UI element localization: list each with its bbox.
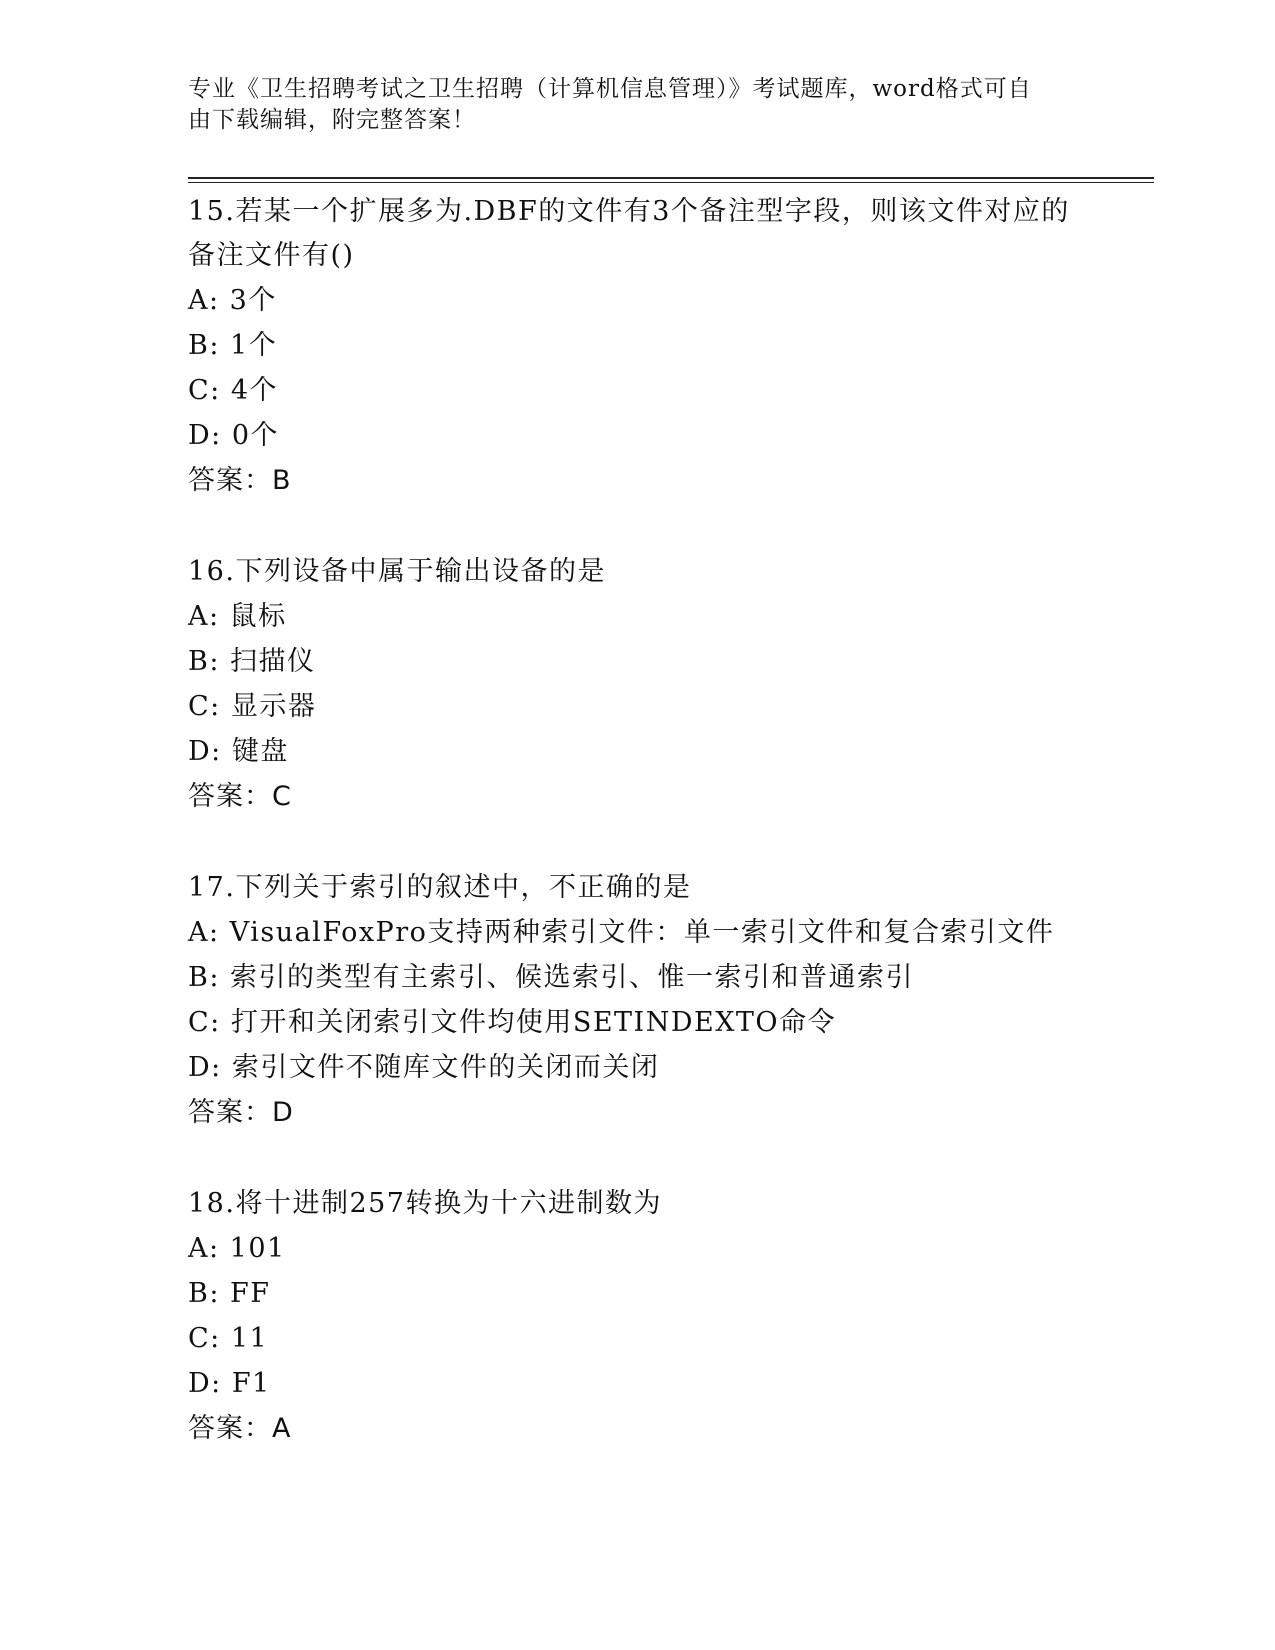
option-b: B: 1个 (188, 330, 278, 361)
header-line-1: 专业《卫生招聘考试之卫生招聘（计算机信息管理）》考试题库，word格式可自 (188, 76, 1032, 102)
question-17 (188, 866, 1128, 1135)
question-15 (188, 190, 1128, 503)
question-stem: 16.下列设备中属于输出设备的是 (188, 556, 606, 587)
question-stem: 18.将十进制257转换为十六进制数为 (188, 1188, 662, 1219)
question-18 (188, 1182, 1128, 1451)
option-c: C: 打开和关闭索引文件均使用SETINDEXTO命令 (188, 1007, 837, 1038)
option-b: B: 索引的类型有主索引、候选索引、惟一索引和普通索引 (188, 962, 915, 993)
option-a: A: 101 (188, 1233, 286, 1264)
option-a: A: 3个 (188, 285, 277, 316)
option-d: D: 0个 (188, 420, 280, 451)
answer-line: 答案：C (188, 781, 292, 812)
question-stem: 15.若某一个扩展多为.DBF的文件有3个备注型字段，则该文件对应的 (188, 196, 1070, 227)
answer-line: 答案：A (188, 1413, 292, 1444)
option-c: C: 11 (188, 1323, 269, 1354)
option-c: C: 显示器 (188, 691, 317, 722)
option-a: A: VisualFoxPro支持两种索引文件：单一索引文件和复合索引文件 (188, 917, 1055, 948)
question-stem-continued: 备注文件有() (188, 240, 355, 271)
header-divider-thin (188, 182, 1154, 183)
header-line-2: 由下载编辑，附完整答案！ (188, 107, 476, 133)
option-d: D: 键盘 (188, 736, 289, 767)
question-stem: 17.下列关于索引的叙述中，不正确的是 (188, 872, 692, 903)
header-divider-thick (188, 177, 1154, 179)
option-d: D: 索引文件不随库文件的关闭而关闭 (188, 1052, 660, 1083)
option-d: D: F1 (188, 1368, 271, 1399)
option-c: C: 4个 (188, 375, 279, 406)
option-a: A: 鼠标 (188, 601, 287, 632)
option-b: B: FF (188, 1278, 271, 1309)
document-header (188, 74, 1088, 136)
answer-line: 答案：B (188, 465, 292, 496)
question-list (188, 190, 1128, 1498)
answer-line: 答案：D (188, 1097, 294, 1128)
question-16 (188, 550, 1128, 819)
option-b: B: 扫描仪 (188, 646, 316, 677)
